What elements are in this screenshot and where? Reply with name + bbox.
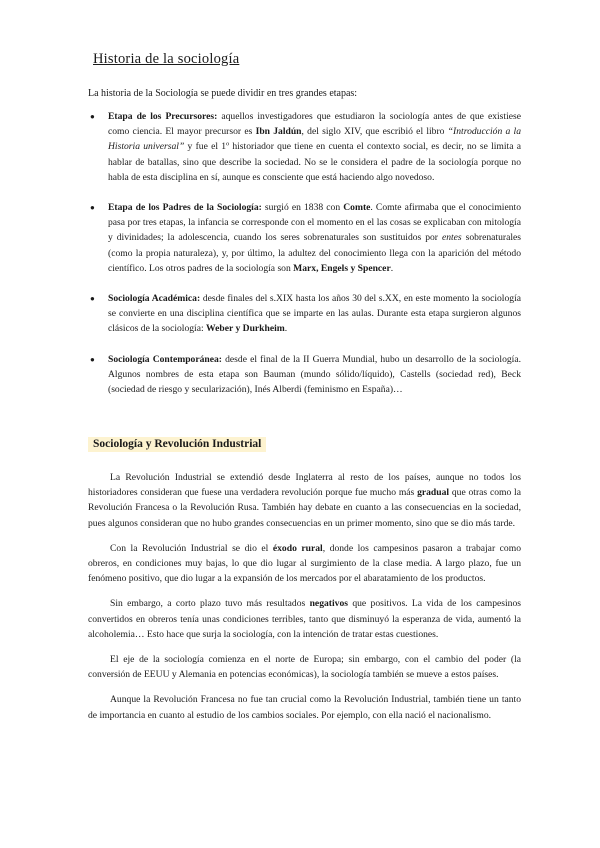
paragraph-text: El eje de la sociología comienza en el norte de Europa; sin embargo, con el cambio del poder (la conversión de EEUU y Alemania en potencias económicas), la sociología también se mueve a estos países. [88,654,521,681]
stage-italic: entes [441,232,462,244]
paragraph-text: , donde los campesinos pasaron a trabajar como obreros, en condiciones muy bajas, lo que dio lugar al surgimiento de la clase media. A largo plazo, fue un fenómeno positivo, que dio lugar a la expansión de los mercados por el abaratamiento de los productos. [88,542,521,585]
list-item [88,352,521,398]
stage-text: . [390,262,394,274]
stage-heading: Sociología Contemporánea: [108,353,222,365]
stages-list [88,109,521,412]
stage-text: surgió en 1838 con [261,202,344,214]
stage-text: . [284,323,288,335]
stage-italic: “Introducción a la Historia universal” [108,126,522,153]
stage-bold: Marx, Engels y Spencer [293,262,391,274]
bullet-icon: ● [90,294,95,304]
paragraph-text: Aunque la Revolución Francesa no fue tan crucial como la Revolución Industrial, también tiene un tanto de importancia en cuanto al estudio de los cambios sociales. Por ejemplo, con ella nació el nacionalismo. [88,694,521,721]
paragraph-bold: gradual [417,487,450,499]
stage-text: desde el final de la II Guerra Mundial, hubo un desarrollo de la sociología. Algunos nombres de esta etapa son Bauman (mundo sólido/líquido), Castells (sociedad red), Beck (sociedad de riesgo y secularización), Inés Alberdi (feminismo en España)… [108,353,521,396]
bullet-icon: ● [90,354,95,364]
list-item [88,291,521,337]
paragraph [88,652,521,682]
paragraph-text: que otras como la Revolución Francesa o la Revolución Rusa. También hay debate en cuanto a las consecuencias en la sociedad, pues algunos consideran que no hubo grandes consecuencias en un primer momento, sino que se dio más tarde. [88,487,521,529]
paragraph [88,541,521,587]
list-item [88,200,521,276]
list-item [88,109,521,185]
stage-bold: Comte [343,202,371,214]
stage-text: desde finales del s.XIX hasta los años 30 del s.XX, en este momento la sociología se convierte en una disciplina científica que se imparte en las aulas. Durante esta etapa surgieron algunos clásicos de la sociología: [108,293,521,335]
stage-text: aquellos investigadores que estudiaron la sociología antes de que existiese como ciencia. El mayor precursor es [108,111,521,138]
paragraph-text: que positivos. La vida de los campesinos convertidos en obreros tenía unas condiciones terribles, tanto que disminuyó la esperanza de vida, aumentó la alcoholemia… Esto hace que surja la sociología, con la intención de tratar estas cuestiones. [88,598,521,640]
page-title: Historia de la sociología [93,51,240,67]
stage-text: , del siglo XIV, que escribió el libro [301,126,448,138]
stage-text: . Comte afirmaba que el conocimiento pasa por tres etapas, la infancia se corresponde con el momento en el las cosas se explicaban con mitología y divinidades; la adolescencia, cuando los seres sobrenaturales son sustituidos por [108,202,521,244]
paragraph [88,470,521,531]
paragraph-text: Sin embargo, a corto plazo tuvo más resultados [110,598,310,610]
stage-bold: Weber y Durkheim [206,323,285,335]
stage-heading: Sociología Académica: [108,293,201,305]
bullet-icon: ● [90,203,95,213]
section-body [88,470,521,733]
stage-text: y fue el 1º historiador que tiene en cuenta el contexto social, es decir, no se limita a hablar de batallas, sino que describe la sociedad. No se le considera el padre de la sociología porque no habla de esta disciplina en sí, aunque es consciente que está haciendo algo novedoso. [108,141,521,183]
stage-text: sobrenaturales (como la propia naturaleza), y, por último, la adultez del conocimiento llega con la aparición del método científico. Los otros padres de la sociología son [108,232,521,274]
intro-text: La historia de la Sociología se puede dividir en tres grandes etapas: [88,88,358,99]
paragraph-bold: negativos [309,598,348,610]
paragraph [88,692,521,722]
paragraph [88,596,521,642]
paragraph-text: Con la Revolución Industrial se dio el [110,542,273,554]
stage-heading: Etapa de los Padres de la Sociología: [108,202,262,214]
paragraph-bold: éxodo rural [272,542,323,554]
paragraph-text: La Revolución Industrial se extendió desde Inglaterra al resto de los países, aunque no todos los historiadores consideran que fuese una verdadera revolución porque fue mucho más [88,472,521,499]
stage-heading: Etapa de los Precursores: [108,111,218,122]
stage-bold: Ibn Jaldún [255,126,302,138]
bullet-icon: ● [90,112,95,121]
section-title: Sociología y Revolución Industrial [88,437,266,452]
